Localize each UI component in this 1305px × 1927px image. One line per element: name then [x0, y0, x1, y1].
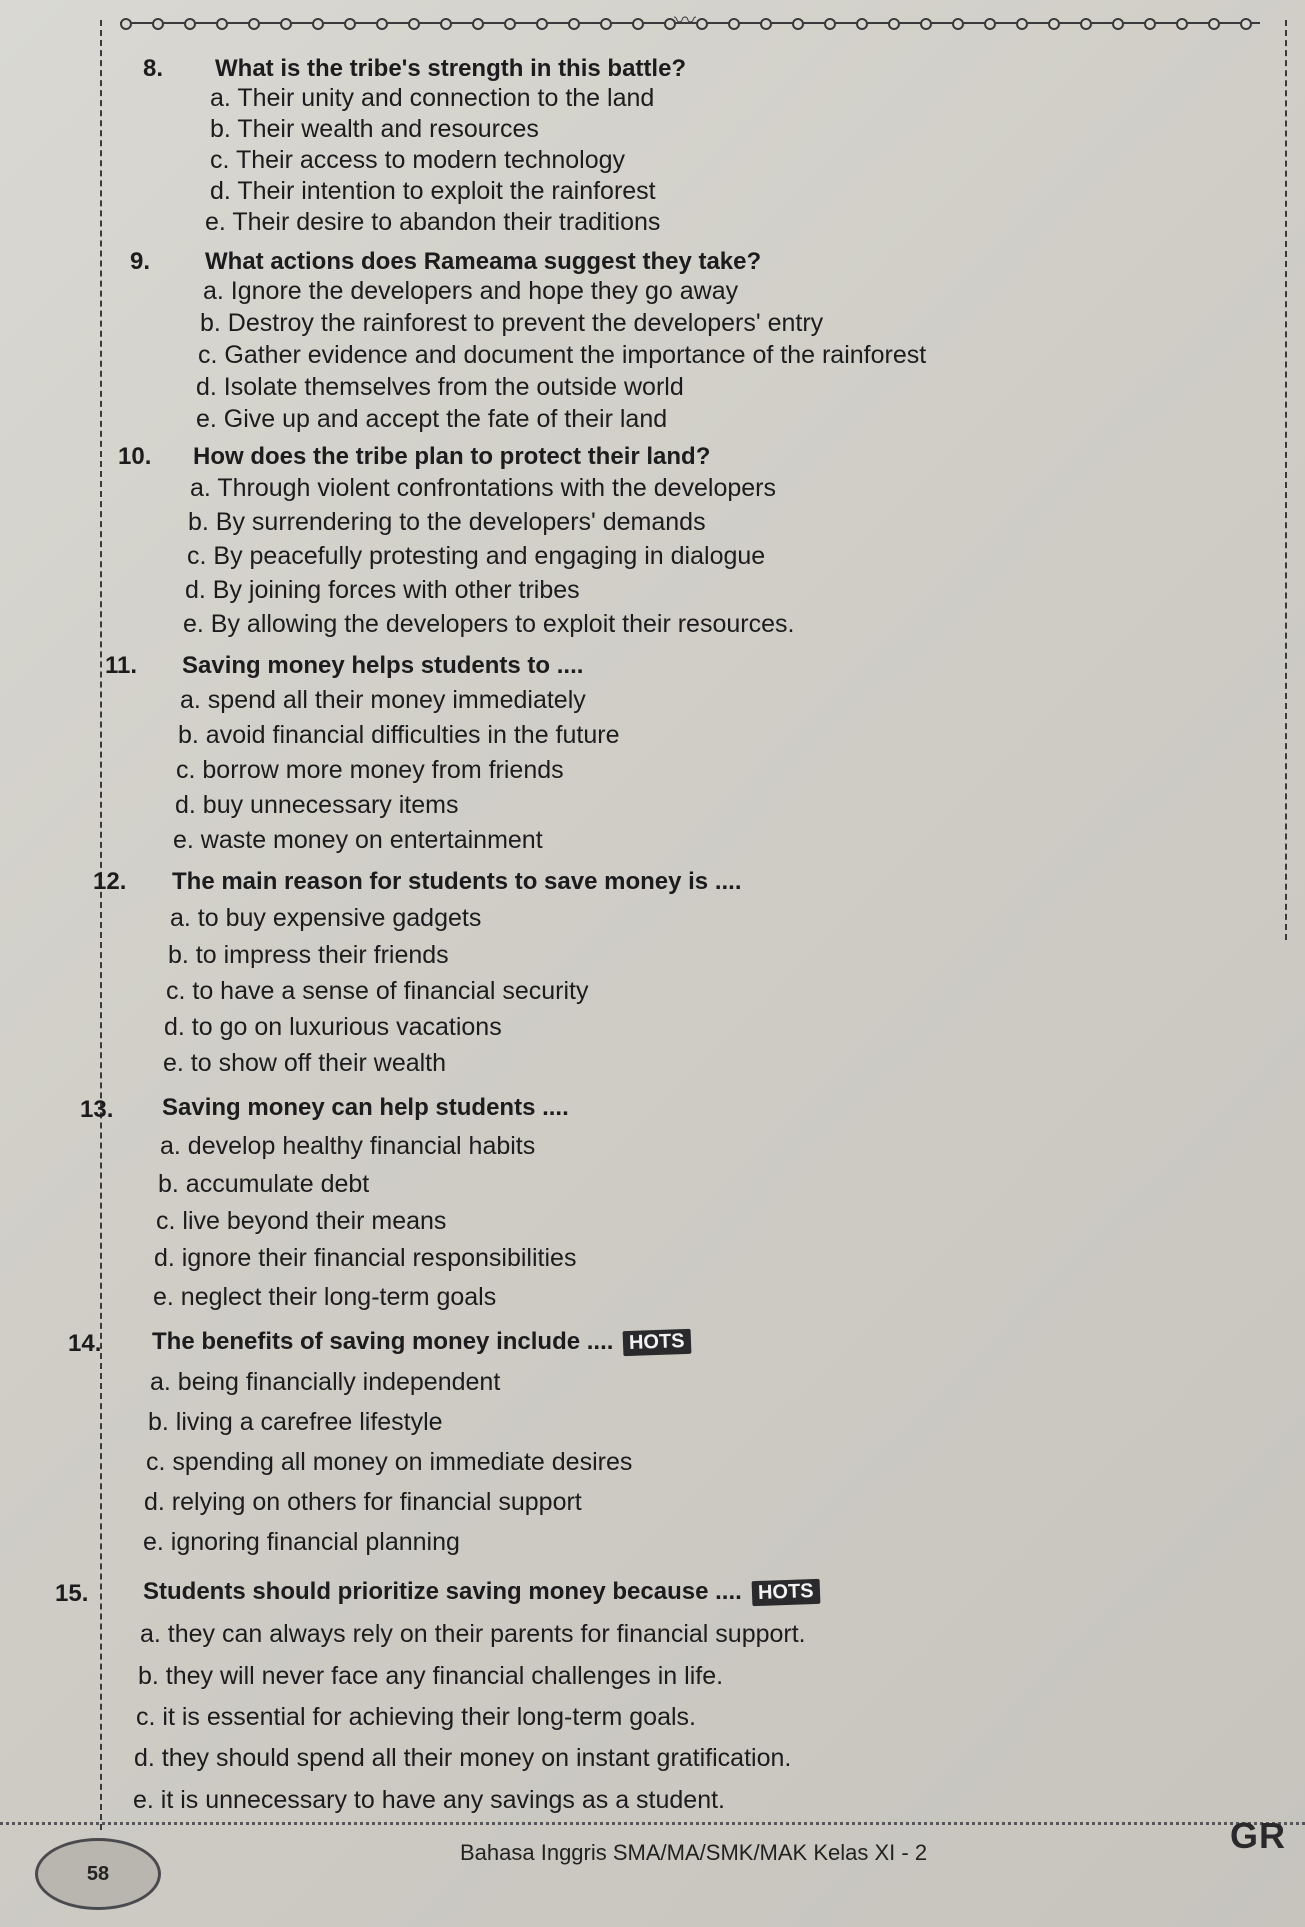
- question-number: 13.: [80, 1096, 114, 1123]
- question-text: Saving money can help students ....: [162, 1094, 569, 1121]
- option: a. they can always rely on their parents for financial support.: [140, 1620, 806, 1648]
- option: c. borrow more money from friends: [176, 756, 564, 784]
- option: a. spend all their money immediately: [180, 686, 586, 714]
- option: e. Their desire to abandon their traditions: [205, 208, 661, 236]
- corner-mark: GR: [1230, 1815, 1286, 1856]
- option: d. buy unnecessary items: [175, 791, 459, 819]
- question-text: [143, 1578, 819, 1606]
- option: c. spending all money on immediate desires: [146, 1448, 633, 1476]
- page-number: 58: [86, 1862, 110, 1885]
- question-text-body: The benefits of saving money include ....: [152, 1328, 614, 1355]
- option: e. neglect their long-term goals: [153, 1283, 497, 1311]
- question-text: [152, 1328, 691, 1356]
- question-number: 12.: [93, 868, 127, 895]
- question-text: How does the tribe plan to protect their land?: [193, 443, 711, 470]
- option: a. develop healthy financial habits: [160, 1132, 536, 1160]
- book-title: Bahasa Inggris SMA/MA/SMK/MAK Kelas XI - 2: [460, 1840, 928, 1865]
- option: b. accumulate debt: [158, 1170, 370, 1198]
- question-text: The main reason for students to save money is ....: [172, 868, 742, 895]
- option: e. waste money on entertainment: [173, 826, 543, 854]
- option: e. Give up and accept the fate of their land: [196, 405, 668, 433]
- option: c. to have a sense of financial security: [166, 977, 589, 1005]
- option: a. being financially independent: [150, 1368, 501, 1396]
- question-number: 15.: [55, 1580, 89, 1607]
- option: e. it is unnecessary to have any savings as a student.: [133, 1786, 726, 1814]
- option: e. to show off their wealth: [163, 1049, 447, 1077]
- page-number-badge: [35, 1838, 161, 1910]
- option: b. to impress their friends: [168, 941, 449, 969]
- footer-divider: [0, 1822, 1305, 1825]
- question-text: What actions does Rameama suggest they take?: [205, 248, 762, 275]
- option: c. it is essential for achieving their long-term goals.: [136, 1703, 696, 1731]
- option: d. ignore their financial responsibilities: [154, 1244, 577, 1272]
- option: c. Their access to modern technology: [210, 146, 626, 174]
- decorative-ornament-icon: 〰: [673, 8, 696, 33]
- hots-badge: HOTS: [751, 1579, 819, 1606]
- option: d. they should spend all their money on instant gratification.: [134, 1744, 792, 1772]
- question-number: 8.: [143, 55, 164, 82]
- question-number: 14.: [68, 1330, 102, 1357]
- option: a. Ignore the developers and hope they go away: [203, 277, 739, 305]
- option: b. living a carefree lifestyle: [148, 1408, 443, 1436]
- option: a. to buy expensive gadgets: [170, 904, 482, 932]
- question-text: What is the tribe's strength in this battle?: [215, 55, 687, 82]
- question-text: Saving money helps students to ....: [182, 652, 584, 679]
- question-number: 9.: [130, 248, 151, 275]
- option: d. Isolate themselves from the outside world: [196, 373, 684, 401]
- hots-badge: HOTS: [623, 1329, 691, 1356]
- option: e. ignoring financial planning: [143, 1528, 460, 1556]
- option: d. By joining forces with other tribes: [185, 576, 580, 604]
- option: d. to go on luxurious vacations: [164, 1013, 502, 1041]
- option: c. live beyond their means: [156, 1207, 447, 1235]
- option: b. By surrendering to the developers' demands: [188, 508, 706, 536]
- question-number: 11.: [105, 652, 138, 679]
- option: b. they will never face any financial challenges in life.: [138, 1662, 724, 1690]
- option: d. Their intention to exploit the rainforest: [210, 177, 656, 205]
- option: a. Their unity and connection to the land: [210, 84, 655, 112]
- option: b. Their wealth and resources: [210, 115, 539, 143]
- option: b. Destroy the rainforest to prevent the developers' entry: [200, 309, 824, 337]
- option: b. avoid financial difficulties in the future: [178, 721, 620, 749]
- option: a. Through violent confrontations with the developers: [190, 474, 777, 502]
- option: c. Gather evidence and document the importance of the rainforest: [198, 341, 927, 369]
- option: e. By allowing the developers to exploit their resources.: [183, 610, 795, 638]
- question-text-body: Students should prioritize saving money because ....: [143, 1578, 742, 1605]
- option: c. By peacefully protesting and engaging in dialogue: [187, 542, 766, 570]
- option: d. relying on others for financial support: [144, 1488, 582, 1516]
- question-number: 10.: [118, 443, 152, 470]
